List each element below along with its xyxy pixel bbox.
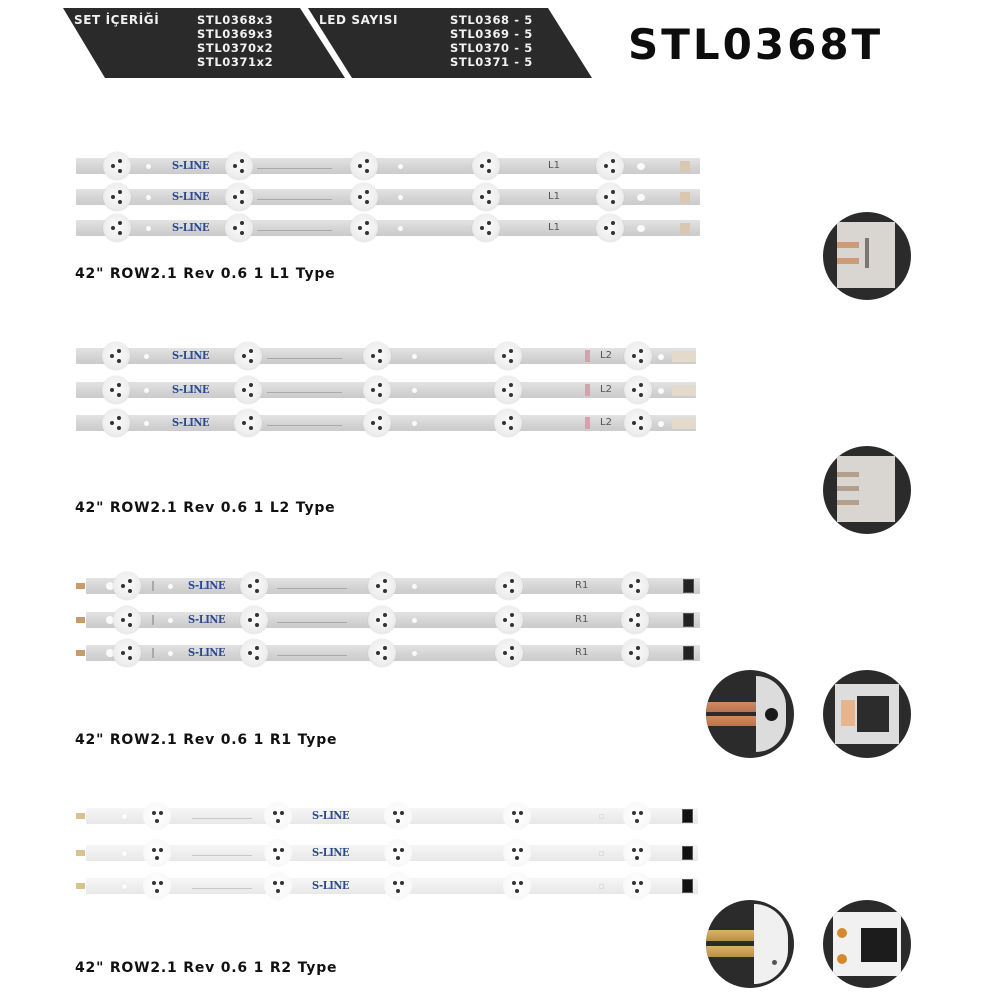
led-strip xyxy=(72,842,698,864)
led-lens-icon xyxy=(368,639,396,667)
led-lens-icon xyxy=(503,872,531,900)
strip-marker: R1 xyxy=(575,614,589,625)
led-lens-icon xyxy=(264,872,292,900)
led-lens-icon xyxy=(102,342,130,370)
led-lens-icon xyxy=(623,802,651,830)
led-lens-icon xyxy=(384,872,412,900)
led-lens-icon xyxy=(113,572,141,600)
strip-marker: L1 xyxy=(548,222,560,233)
led-lens-icon xyxy=(363,342,391,370)
led-lens-icon xyxy=(621,572,649,600)
led-lens-icon xyxy=(472,214,500,242)
led-lens-icon xyxy=(495,606,523,634)
brand-label: S-LINE xyxy=(188,579,226,592)
connector-closeup-image xyxy=(823,446,911,534)
section-l1 xyxy=(72,155,712,235)
led-lens-icon xyxy=(102,376,130,404)
section-r2 xyxy=(72,805,712,892)
led-lens-icon xyxy=(225,183,253,211)
led-lens-icon xyxy=(472,183,500,211)
led-lens-icon xyxy=(350,183,378,211)
led-item: STL0369 - 5 xyxy=(450,27,533,41)
led-strip xyxy=(72,575,700,597)
led-lens-icon xyxy=(103,152,131,180)
led-lens-icon xyxy=(240,606,268,634)
led-lens-icon xyxy=(495,639,523,667)
model-title: STL0368T xyxy=(628,20,884,69)
led-lens-icon xyxy=(103,183,131,211)
led-lens-icon xyxy=(368,572,396,600)
brand-label: S-LINE xyxy=(188,646,226,659)
led-lens-icon xyxy=(494,342,522,370)
brand-label: S-LINE xyxy=(312,809,350,822)
brand-label: S-LINE xyxy=(312,846,350,859)
section-caption: 42" ROW2.1 Rev 0.6 1 R1 Type xyxy=(75,732,338,748)
brand-label: S-LINE xyxy=(188,613,226,626)
strip-marker: L1 xyxy=(548,191,560,202)
led-lens-icon xyxy=(225,152,253,180)
spec-banner xyxy=(60,8,595,78)
led-lens-icon xyxy=(495,572,523,600)
connector-closeup-image xyxy=(823,212,911,300)
strip-marker: R1 xyxy=(575,580,589,591)
led-strip xyxy=(72,412,696,434)
led-count-title: LED SAYISI xyxy=(319,13,399,27)
led-lens-icon xyxy=(472,152,500,180)
led-lens-icon xyxy=(264,802,292,830)
led-lens-icon xyxy=(503,802,531,830)
led-lens-icon xyxy=(225,214,253,242)
led-lens-icon xyxy=(623,839,651,867)
set-item: STL0371x2 xyxy=(197,55,274,69)
led-strip xyxy=(72,217,700,239)
led-lens-icon xyxy=(368,606,396,634)
led-lens-icon xyxy=(384,802,412,830)
led-strip xyxy=(72,642,700,664)
set-item: STL0368x3 xyxy=(197,13,274,27)
connector-closeup-image xyxy=(823,900,911,988)
led-lens-icon xyxy=(143,802,171,830)
led-lens-icon xyxy=(350,214,378,242)
led-lens-icon xyxy=(264,839,292,867)
brand-label: S-LINE xyxy=(312,879,350,892)
led-lens-icon xyxy=(113,639,141,667)
led-lens-icon xyxy=(234,409,262,437)
led-lens-icon xyxy=(234,342,262,370)
led-strip xyxy=(72,875,698,897)
led-lens-icon xyxy=(234,376,262,404)
led-count-list xyxy=(450,13,533,69)
led-lens-icon xyxy=(623,872,651,900)
led-lens-icon xyxy=(143,872,171,900)
brand-label: S-LINE xyxy=(172,159,210,172)
strip-marker: R1 xyxy=(575,647,589,658)
led-lens-icon xyxy=(240,639,268,667)
led-lens-icon xyxy=(240,572,268,600)
section-r1 xyxy=(72,575,712,659)
led-lens-icon xyxy=(384,839,412,867)
led-lens-icon xyxy=(621,606,649,634)
connector-closeup-image xyxy=(823,670,911,758)
led-strip xyxy=(72,155,700,177)
led-lens-icon xyxy=(624,376,652,404)
led-strip xyxy=(72,805,698,827)
brand-label: S-LINE xyxy=(172,349,210,362)
led-strip xyxy=(72,609,700,631)
brand-label: S-LINE xyxy=(172,416,210,429)
set-item: STL0370x2 xyxy=(197,41,274,55)
led-lens-icon xyxy=(494,376,522,404)
section-caption: 42" ROW2.1 Rev 0.6 1 L2 Type xyxy=(75,500,336,516)
ribbon-end-closeup-image xyxy=(706,900,794,988)
led-lens-icon xyxy=(102,409,130,437)
section-caption: 42" ROW2.1 Rev 0.6 1 R2 Type xyxy=(75,960,338,976)
strip-marker: L2 xyxy=(600,350,612,361)
brand-label: S-LINE xyxy=(172,190,210,203)
led-lens-icon xyxy=(596,214,624,242)
strip-marker: L2 xyxy=(600,384,612,395)
ribbon-end-closeup-image xyxy=(706,670,794,758)
led-lens-icon xyxy=(143,839,171,867)
section-l2 xyxy=(72,345,712,429)
led-lens-icon xyxy=(363,409,391,437)
led-lens-icon xyxy=(624,409,652,437)
led-lens-icon xyxy=(103,214,131,242)
led-lens-icon xyxy=(596,183,624,211)
led-lens-icon xyxy=(503,839,531,867)
led-lens-icon xyxy=(494,409,522,437)
led-lens-icon xyxy=(596,152,624,180)
led-lens-icon xyxy=(621,639,649,667)
led-lens-icon xyxy=(350,152,378,180)
set-item: STL0369x3 xyxy=(197,27,274,41)
led-item: STL0371 - 5 xyxy=(450,55,533,69)
led-strip xyxy=(72,345,696,367)
set-contents-title: SET İÇERİĞİ xyxy=(74,13,160,27)
set-contents-list xyxy=(197,13,273,69)
led-strip xyxy=(72,379,696,401)
brand-label: S-LINE xyxy=(172,383,210,396)
led-item: STL0368 - 5 xyxy=(450,13,533,27)
brand-label: S-LINE xyxy=(172,221,210,234)
led-strip xyxy=(72,186,700,208)
strip-marker: L2 xyxy=(600,417,612,428)
led-lens-icon xyxy=(624,342,652,370)
strip-marker: L1 xyxy=(548,160,560,171)
led-lens-icon xyxy=(113,606,141,634)
section-caption: 42" ROW2.1 Rev 0.6 1 L1 Type xyxy=(75,266,336,282)
led-item: STL0370 - 5 xyxy=(450,41,533,55)
led-lens-icon xyxy=(363,376,391,404)
